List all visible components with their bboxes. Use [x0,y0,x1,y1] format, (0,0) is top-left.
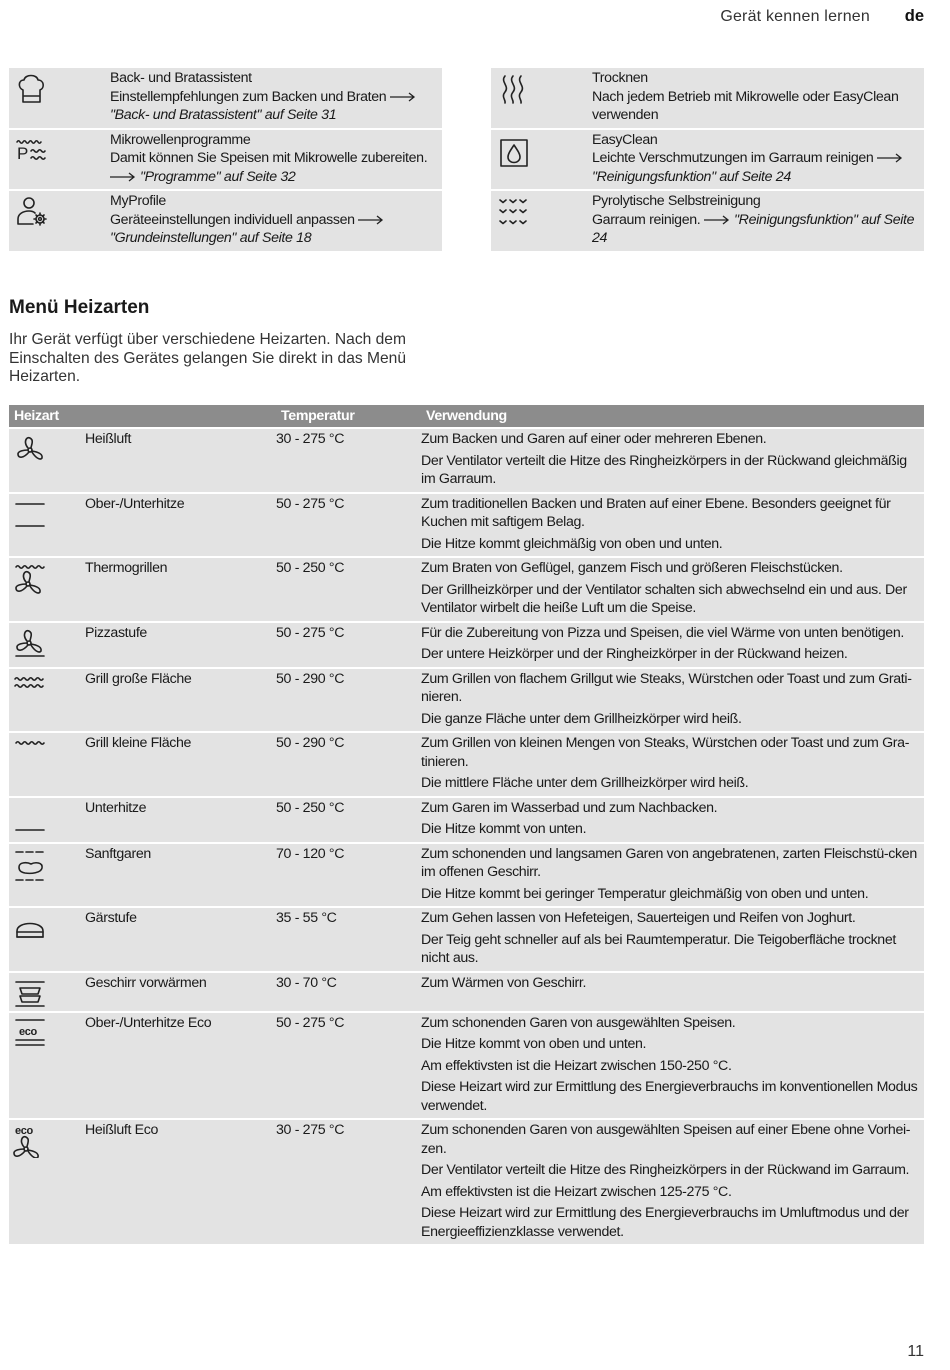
page-header [0,6,950,28]
usage-text: Für die Zubereitung von Pizza und Speisen, die viel Wärme von unten benötigen. [421,624,904,641]
heating-mode-icon-cell [9,493,83,558]
usage-text: Zum Grillen von kleinen Mengen von Steaks, Würstchen oder Toast und zum Gra-tinieren. [421,735,910,770]
usage-text: Am effektivsten ist die Heizart zwischen 125-275 °C. [421,1183,732,1200]
header-language: de [904,7,924,25]
heating-mode-icon-cell [9,732,83,797]
feature-title: MyProfile [110,193,166,209]
heating-mode-name: Gärstufe [83,907,276,972]
usage-text: Diese Heizart wird zur Ermittlung des Energieverbrauchs im konventionellen Modus verwendet. [421,1079,918,1114]
heating-mode-usage [421,1012,924,1120]
feature-description: Garraum reinigen. "Reinigungsfunktion" auf Seite 24 [592,211,915,246]
heating-mode-temperature: 50 - 275 °C [276,493,421,558]
usage-text: Zum Gehen lassen von Hefeteigen, Sauerteigen und Reifen von Joghurt. [421,910,856,926]
user-settings-icon [15,195,51,231]
usage-text: Die Hitze kommt bei geringer Temperatur gleichmäßig von oben und unten. [421,885,869,902]
feature-row [9,130,442,192]
heating-mode-name: Ober-/Unterhitze [83,493,276,558]
table-row [9,668,924,733]
grill-small-icon [13,737,47,771]
heating-mode-usage [421,972,924,1012]
heating-mode-temperature: 30 - 275 °C [276,1119,421,1244]
fan-icon [13,433,47,467]
usage-text: Zum traditionellen Backen und Braten auf einer Ebene. Besonders geeignet für Kuchen mit saftigem Belag. [421,495,891,530]
eco-fan-icon [13,1124,47,1158]
heating-mode-name: Grill große Fläche [83,668,276,733]
feature-title: Mikrowellenprogramme [110,131,251,148]
feature-description: Geräteeinstellungen individuell anpassen "Grundeinstellungen" auf Seite 18 [110,211,436,248]
page-number: 11 [907,1343,924,1360]
heating-mode-name: Unterhitze [83,797,276,843]
heating-mode-name: Heißluft Eco [83,1119,276,1244]
usage-text: Zum schonenden Garen von ausgewählten Speisen auf einer Ebene ohne Vorhei-zen. [421,1122,911,1157]
steam-drying-icon [497,72,533,108]
usage-text: Zum Garen im Wasserbad und zum Nachbacken. [421,799,718,816]
thermogrill-icon [13,562,47,596]
feature-reference: "Reinigungsfunktion" auf Seite 24 [592,211,915,246]
feature-box-left [9,68,442,251]
heating-mode-usage [421,493,924,558]
heating-mode-name: Pizzastufe [83,622,276,668]
svg-text:P: P [17,143,28,163]
table-row [9,557,924,622]
heating-mode-usage [421,907,924,972]
plate-warming-icon [13,977,47,1011]
pyrolysis-icon [497,195,533,231]
feature-description: Leichte Verschmutzungen im Garraum reinigen "Reinigungsfunktion" auf Seite 24 [592,149,918,186]
heating-mode-temperature: 30 - 275 °C [276,428,421,493]
eco-label: eco [15,1125,33,1137]
feature-description: Damit können Sie Speisen mit Mikrowelle zubereiten. "Programme" auf Seite 32 [110,150,428,185]
table-row [9,907,924,972]
heating-mode-icon-cell [9,428,83,493]
table-row [9,972,924,1012]
heating-mode-temperature: 50 - 275 °C [276,1012,421,1120]
chef-hat-icon [15,72,51,108]
heating-mode-name: Grill kleine Fläche [83,732,276,797]
feature-row [9,191,442,251]
feature-title: Pyrolytische Selbstreinigung [592,193,761,209]
heating-mode-icon-cell [9,557,83,622]
heating-mode-icon-cell [9,972,83,1012]
pizza-setting-icon [13,627,47,661]
heating-mode-temperature: 30 - 70 °C [276,972,421,1012]
heating-mode-temperature: 35 - 55 °C [276,907,421,972]
table-row [9,428,924,493]
top-bottom-heat-icon [13,498,47,532]
table-row [9,1012,924,1120]
usage-text: Die ganze Fläche unter dem Grillheizkörper wird heiß. [421,710,742,727]
table-row [9,1119,924,1244]
table-row [9,843,924,908]
heating-mode-name: Geschirr vorwärmen [83,972,276,1012]
usage-text: Die mittlere Fläche unter dem Grillheizkörper wird heiß. [421,775,749,791]
feature-description: Nach jedem Betrieb mit Mikrowelle oder EasyClean verwenden [592,88,899,123]
heating-mode-temperature: 70 - 120 °C [276,843,421,908]
heating-mode-icon-cell [9,622,83,668]
proving-icon [13,912,47,946]
grill-large-icon [13,673,47,707]
usage-text: Der Ventilator verteilt die Hitze des Ringheizkörpers in der Rückwand gleichmäßig im Garraum. [421,452,907,487]
heating-mode-usage [421,622,924,668]
arrow-right-icon [358,215,384,225]
heating-mode-icon-cell [9,907,83,972]
col-header-mode: Heizart [9,405,276,428]
usage-text: Am effektivsten ist die Heizart zwischen 150-250 °C. [421,1057,732,1074]
heating-mode-usage [421,797,924,843]
heating-mode-usage [421,428,924,493]
col-header-temp: Temperatur [276,405,421,428]
feature-row [491,68,924,130]
table-row [9,797,924,843]
usage-text: Zum Backen und Garen auf einer oder mehreren Ebenen. [421,431,767,447]
feature-reference: "Reinigungsfunktion" auf Seite 24 [592,168,791,185]
eco-top-bottom-icon [13,1017,47,1051]
heating-mode-temperature: 50 - 290 °C [276,732,421,797]
heating-mode-icon-cell [9,843,83,908]
usage-text: Diese Heizart wird zur Ermittlung des Energieverbrauchs im Umluftmodus und der Energieeffizienzklasse verwendet. [421,1205,909,1240]
feature-row [9,68,442,130]
usage-text: Zum Grillen von flachem Grillgut wie Steaks, Würstchen oder Toast und zum Grati-nieren. [421,670,912,705]
col-header-use: Verwendung [421,405,924,428]
feature-title: Back- und Bratassistent [110,70,252,86]
eco-label: eco [19,1025,37,1038]
usage-text: Zum Wärmen von Geschirr. [421,974,587,991]
usage-text: Zum schonenden Garen von ausgewählten Speisen. [421,1014,736,1031]
feature-title: EasyClean [592,131,658,148]
heating-mode-icon-cell [9,1012,83,1120]
table-row [9,732,924,797]
feature-reference: "Programme" auf Seite 32 [140,168,296,185]
usage-text: Die Hitze kommt gleichmäßig von oben und unten. [421,535,723,552]
table-row [9,622,924,668]
usage-text: Der Grillheizkörper und der Ventilator schalten sich abwechselnd ein und aus. Der Ventilator wirbelt die heiße Luft um die Speise. [421,581,907,616]
arrow-right-icon [704,215,730,225]
section-title: Menü Heizarten [9,297,150,318]
heating-modes-table [9,405,924,1244]
usage-text: Die Hitze kommt von oben und unten. [421,1036,647,1052]
feature-row [491,130,924,192]
heating-mode-icon-cell [9,1119,83,1244]
slow-cook-icon [13,848,47,882]
heating-mode-name: Thermogrillen [83,557,276,622]
heating-mode-usage [421,1119,924,1244]
usage-text: Zum schonenden und langsamen Garen von angebratenen, zarten Fleischstü-cken im offenen Geschirr. [421,845,917,880]
heating-mode-icon-cell [9,797,83,843]
usage-text: Der Ventilator verteilt die Hitze des Ringheizkörpers in der Rückwand im Garraum. [421,1162,910,1178]
feature-title: Trocknen [592,70,648,86]
section-intro: Ihr Gerät verfügt über verschiedene Heizarten. Nach dem Einschalten des Gerätes gelangen Sie direkt in das Menü Heizarten. [9,331,407,386]
usage-text: Die Hitze kommt von unten. [421,821,587,837]
heating-mode-temperature: 50 - 250 °C [276,797,421,843]
feature-reference: "Back- und Bratassistent" auf Seite 31 [110,107,337,123]
bottom-heat-icon [13,802,47,836]
drop-cleaning-icon [497,134,533,170]
usage-text: Der Teig geht schneller auf als bei Raumtemperatur. Die Teigoberfläche trocknet nicht aus. [421,931,896,966]
heating-mode-temperature: 50 - 250 °C [276,557,421,622]
feature-box-right [491,68,924,251]
table-header-row [9,405,924,428]
arrow-right-icon [877,153,903,163]
heating-mode-usage [421,557,924,622]
heating-mode-temperature: 50 - 275 °C [276,622,421,668]
heating-mode-icon-cell [9,668,83,733]
arrow-right-icon [390,92,416,102]
header-section-title: Gerät kennen lernen [720,8,870,25]
usage-text: Der untere Heizkörper und der Ringheizkörper in der Rückwand heizen. [421,646,848,662]
feature-description: Einstellempfehlungen zum Backen und Braten "Back- und Bratassistent" auf Seite 31 [110,88,436,125]
heating-mode-name: Ober-/Unterhitze Eco [83,1012,276,1120]
heating-mode-usage [421,843,924,908]
heating-mode-temperature: 50 - 290 °C [276,668,421,733]
microwave-program-icon [15,134,51,170]
heating-mode-name: Sanftgaren [83,843,276,908]
arrow-right-icon [110,172,136,182]
usage-text: Zum Braten von Geflügel, ganzem Fisch und größeren Fleischstücken. [421,560,843,576]
feature-reference: "Grundeinstellungen" auf Seite 18 [110,230,312,246]
heating-mode-usage [421,732,924,797]
heating-mode-name: Heißluft [83,428,276,493]
heating-mode-usage [421,668,924,733]
table-row [9,493,924,558]
feature-row [491,191,924,251]
